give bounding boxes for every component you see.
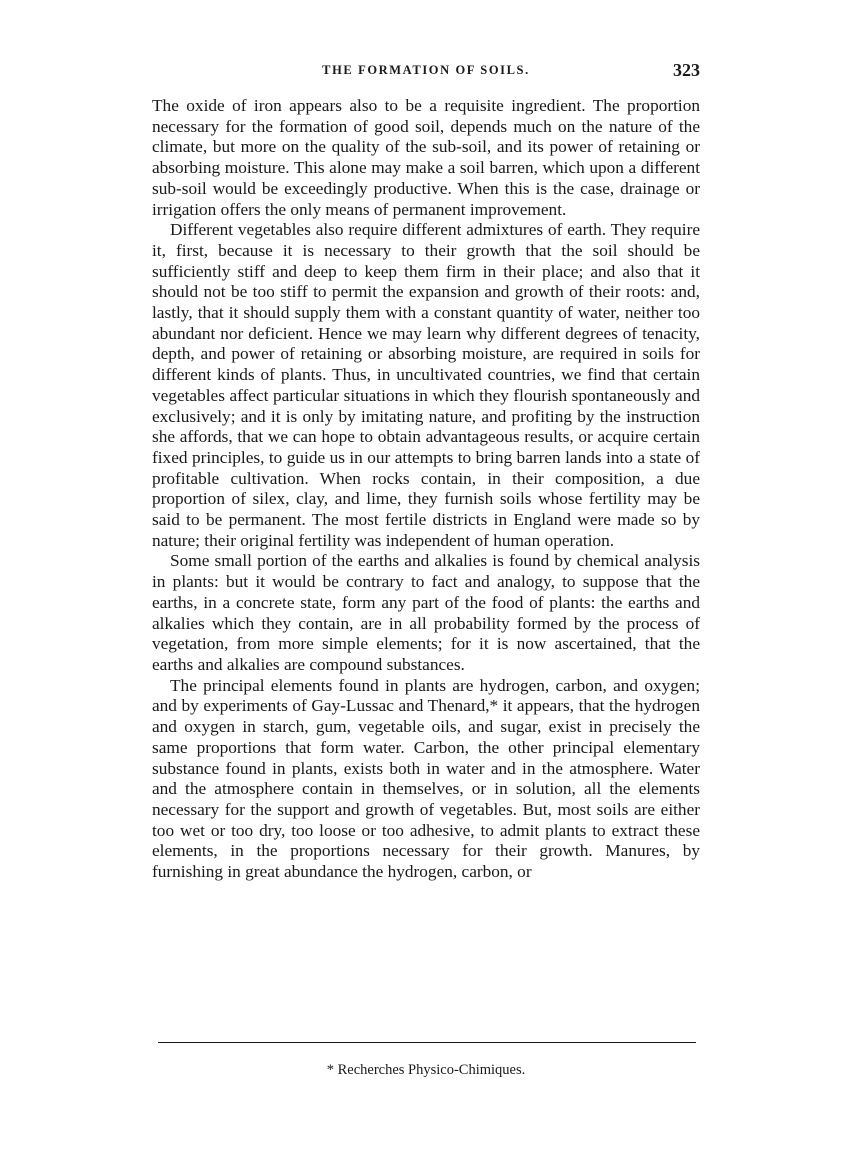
paragraph-vegetables-earth: Different vegetables also require different admixtures of earth. They require it, first, because it is necessary to their growth that the soil should be sufficiently stiff and deep to keep them firm in their place; and also that it should not be too stiff to permit the expansion and growth of their roots: and, lastly, that it should supply them with a constant quantity of water, neither too abundant nor deficient. Hence we may learn why different degrees of tenacity, depth, and power of retaining or absorbing moisture, are required in soils for different kinds of plants. Thus, in uncultivated countries, we find that certain vegetables affect particular situations in which they flourish spontaneously and exclusively; and it is only by imitating nature, and profiting by the instruction she affords, that we can hope to obtain advantageous results, or acquire certain fixed principles, to guide us in our attempts to bring barren lands into a state of profitable cultivation. When rocks contain, in their composition, a due proportion of silex, clay, and lime, they furnish soils whose fertility may be said to be permanent. The most fertile districts in England were made so by nature; their original fertility was independent of human operation. — [152, 220, 700, 550]
page-number: 323 — [673, 60, 700, 80]
paragraph-principal-elements: The principal elements found in plants are hydrogen, carbon, and oxygen; and by experiments of Gay-Lussac and Thenard,* it appears, that the hydrogen and oxygen in starch, gum, vegetable oils, and sugar, exist in precisely the same proportions that form water. Carbon, the other principal elementary substance found in plants, exists both in water and in the atmosphere. Water and the atmosphere contain in themselves, or in solution, all the elements necessary for the support and growth of vegetables. But, most soils are either too wet or too dry, too loose or too adhesive, to admit plants to extract these elements, in the proportions necessary for their growth. Manures, by furnishing in great abundance the hydrogen, carbon, or — [152, 675, 700, 882]
body-text — [152, 96, 700, 883]
running-head — [152, 60, 700, 82]
paragraph-earths-alkalies: Some small portion of the earths and alkalies is found by chemical analysis in plants: but it would be contrary to fact and analogy, to suppose that the earths, in a concrete state, form any part of the food of plants: the earths and alkalies which they contain, are in all probability formed by the process of vegetation, from more simple elements; for it is now ascertained, that the earths and alkalies are compound substances. — [152, 551, 700, 674]
paragraph-iron-oxide: The oxide of iron appears also to be a requisite ingredient. The proportion necessary for the formation of good soil, depends much on the nature of the climate, but more on the quality of the sub-soil, and its power of retaining or absorbing moisture. This alone may make a soil barren, which upon a different sub-soil would be exceedingly productive. When this is the case, drainage or irrigation offers the only means of permanent improvement. — [152, 96, 700, 219]
running-head-title: THE FORMATION OF SOILS. — [322, 63, 530, 77]
footnote: * Recherches Physico-Chimiques. — [326, 1062, 526, 1078]
book-page — [152, 60, 700, 883]
footnote-divider — [158, 1042, 696, 1043]
